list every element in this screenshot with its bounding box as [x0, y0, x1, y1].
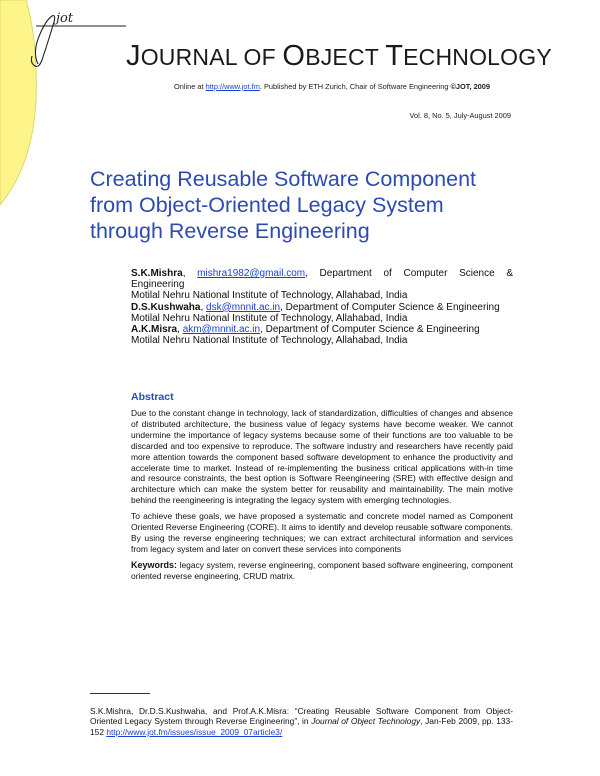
abstract-body	[131, 408, 513, 587]
author-email-link[interactable]: akm@mnnit.ac.in	[182, 324, 261, 336]
author-affiliation: Motilal Nehru National Institute of Technology, Allahabad, India	[131, 312, 408, 324]
publication-line: Online at http://www.jot.fm. Published by ETH Zurich, Chair of Software Engineering ©JOT, 2009	[174, 82, 491, 91]
author-affiliation: Motilal Nehru National Institute of Technology, Allahabad, India	[131, 290, 408, 302]
author-affiliation: Motilal Nehru National Institute of Technology, Allahabad, India	[131, 335, 408, 347]
volume-info: Vol. 8, No. 5, July-August 2009	[409, 111, 511, 120]
paper-title: Creating Reusable Software Component from Object-Oriented Legacy System through Reverse Engineering	[90, 167, 477, 243]
abstract-paragraph: Due to the constant change in technology, lack of standardization, difficulties of changes and absence of distributed architecture, the business value of legacy systems have become weaker. We cannot undermine the importance of legacy systems because some of their functions are too valuable to be discarded and too expensive to reproduce. The software industry and researchers have recently paid more attention towards the component based software development to enhance the productivity and accelerate time to market. Instead of re-implementing the business critical applications with-in time and resource constraints, the best option is Software Reengineering (SRE) with effective design and architecture which can make the system better for reusability and maintainability. The main motive behind the reengineering is integrating the legacy system with emerging technologies.	[131, 408, 513, 506]
author-email-link[interactable]: mishra1982@gmail.com	[197, 268, 306, 279]
abstract-paragraph: To achieve these goals, we have proposed a systematic and concrete model named as Component Oriented Reverse Engineering (CORE). It aims to identify and develop reusable software components. By using the reverse engineering techniques; we can extract architectural information and services from legacy system and later on convert these services into components	[131, 511, 513, 554]
journal-url-link[interactable]: http://www.jot.fm	[205, 82, 260, 91]
footnote-divider	[90, 693, 150, 694]
author-line: A.K.Misra, akm@mnnit.ac.in, Department of Computer Science & Engineering	[131, 324, 480, 336]
svg-text:jot: jot	[56, 11, 74, 26]
citation-footer: S.K.Mishra, Dr.D.S.Kushwaha, and Prof.A.K.Misra: “Creating Reusable Software Component from Object-Oriented Legacy System through Reverse Engineering”, in Journal of Object Technology, Jan-Feb 2009, pp. 133-152 http://www.jot.fm/issues/issue_2009_07article3/	[90, 706, 514, 737]
abstract-heading: Abstract	[131, 391, 174, 403]
journal-name: JOURNAL OF OBJECT TECHNOLOGY	[126, 40, 552, 72]
jot-logo	[18, 8, 128, 70]
author-block	[131, 268, 513, 346]
author-line: S.K.Mishra, mishra1982@gmail.com, Department of Computer Science & Engineering	[131, 268, 513, 291]
keywords: Keywords: legacy system, reverse engineering, component based software engineering, component oriented reverse engineering, CRUD matrix.	[131, 559, 513, 581]
author-email-link[interactable]: dsk@mnnit.ac.in	[206, 301, 281, 313]
author-line: D.S.Kushwaha, dsk@mnnit.ac.in, Department of Computer Science & Engineering	[131, 301, 500, 313]
article-url-link[interactable]: http://www.jot.fm/issues/issue_2009_07article3/	[106, 726, 283, 737]
